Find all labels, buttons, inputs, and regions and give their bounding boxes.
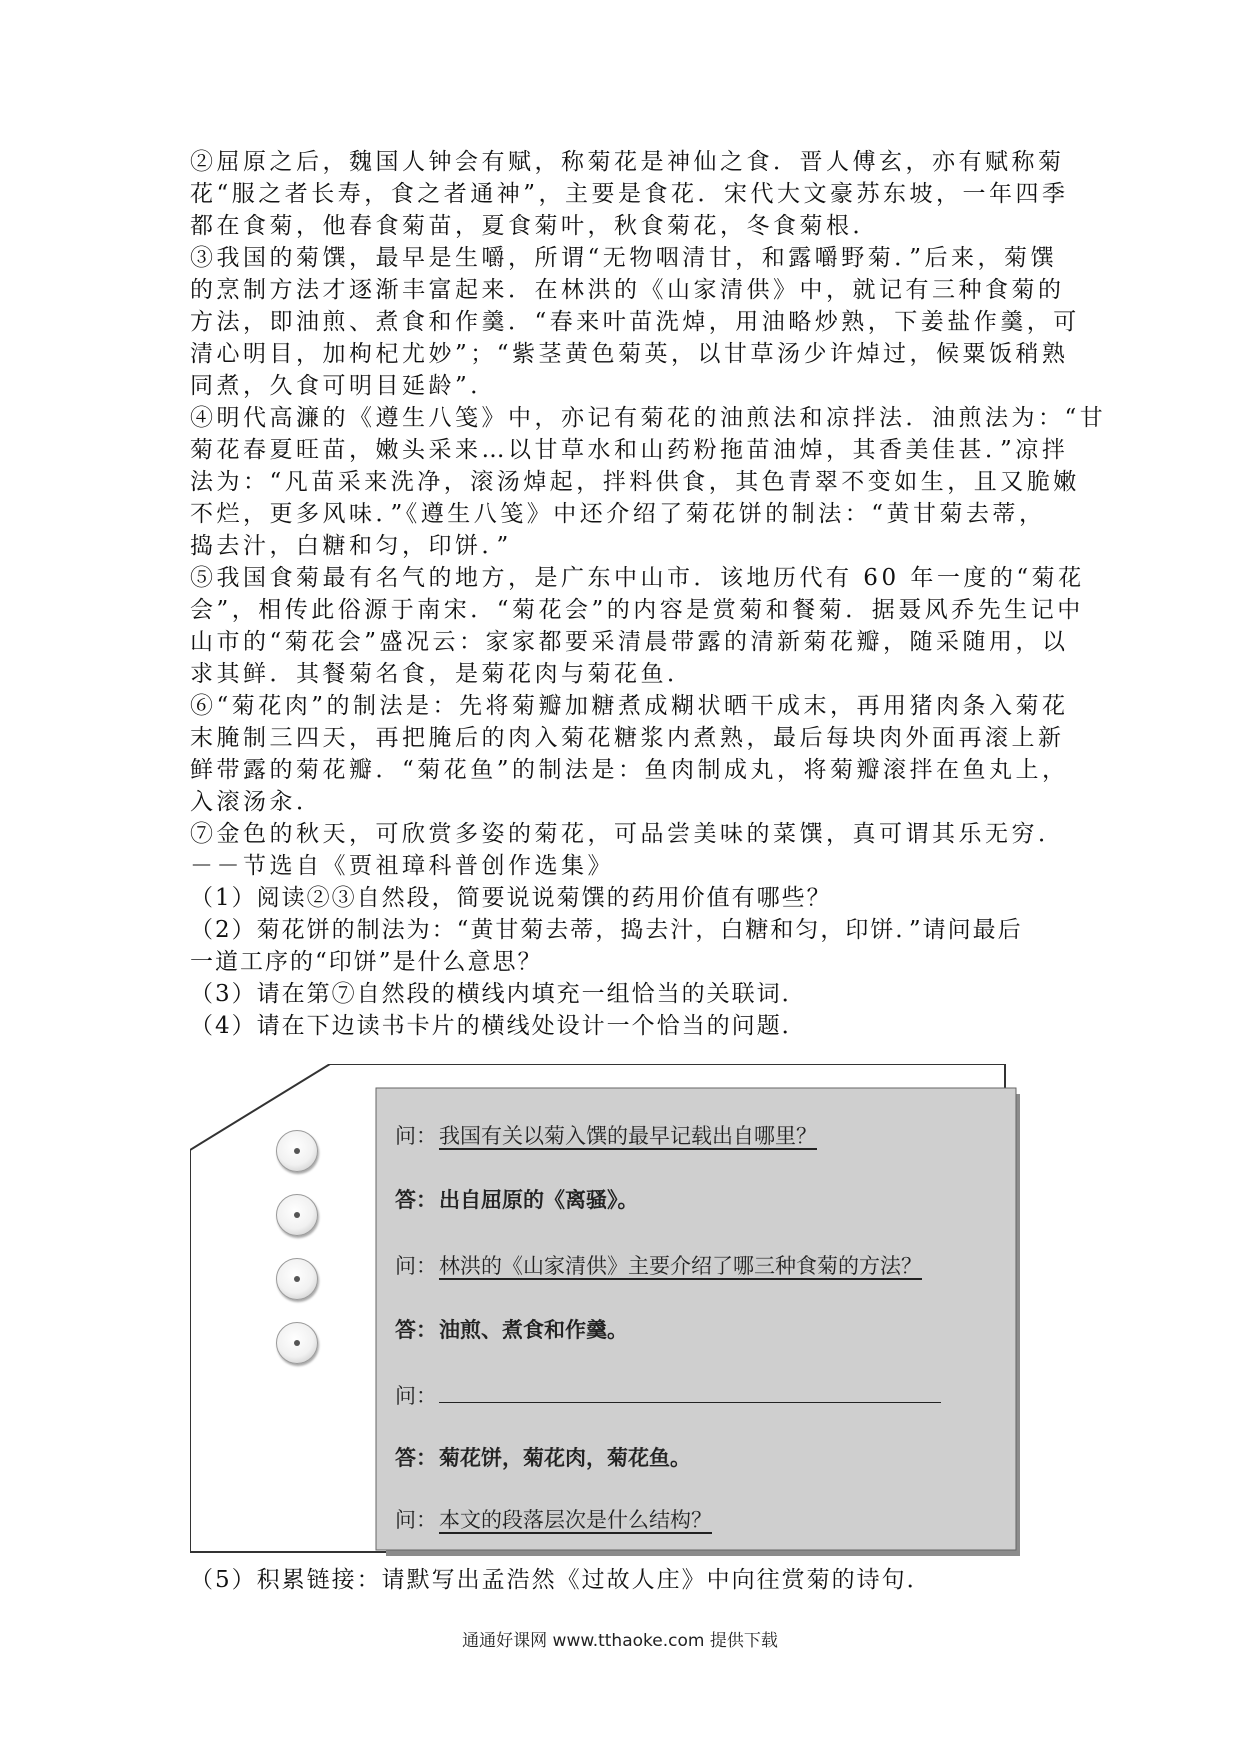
question-text: 我国有关以菊入馔的最早记载出自哪里？ bbox=[439, 1124, 817, 1148]
source-citation: －－节选自《贾祖璋科普创作选集》 bbox=[190, 853, 614, 879]
question-text: 林洪的《山家清供》主要介绍了哪三种食菊的方法？ bbox=[439, 1254, 922, 1278]
ring-hole-icon bbox=[276, 1322, 318, 1364]
card-question-4 bbox=[395, 1504, 712, 1534]
answer-label: 答： bbox=[395, 1318, 437, 1342]
article-text bbox=[190, 146, 1107, 1042]
question-1: （1）阅读②③自然段，简要说说菊馔的药用价值有哪些？ bbox=[190, 885, 832, 911]
reading-card bbox=[190, 1064, 1020, 1558]
ring-hole-icon bbox=[276, 1194, 318, 1236]
paragraph-line: ⑤我国食菊最有名气的地方，是广东中山市．该地历代有 60 年一度的“菊花 bbox=[190, 565, 1085, 591]
paragraph-line: 不烂，更多风味．”《遵生八笺》中还介绍了菊花饼的制法：“黄甘菊去蒂， bbox=[190, 501, 1046, 527]
paragraph-line: 的烹制方法才逐渐丰富起来．在林洪的《山家清供》中，就记有三种食菊的 bbox=[190, 277, 1065, 303]
answer-label: 答： bbox=[395, 1188, 437, 1212]
paragraph-line: 同煮，久食可明目延龄”． bbox=[190, 373, 497, 399]
card-question-3 bbox=[395, 1380, 941, 1410]
question-4: （4）请在下边读书卡片的横线处设计一个恰当的问题． bbox=[190, 1013, 807, 1039]
paragraph-line: 都在食菊，他春食菊苗，夏食菊叶，秋食菊花，冬食菊根． bbox=[190, 213, 879, 239]
ring-hole-icon bbox=[276, 1130, 318, 1172]
card-answer-1 bbox=[395, 1184, 639, 1214]
paragraph-line: ③我国的菊馔，最早是生嚼，所谓“无物咽清甘，和露嚼野菊．”后来，菊馔 bbox=[190, 245, 1058, 271]
question-label: 问： bbox=[395, 1254, 437, 1278]
answer-text: 油煎、煮食和作羹。 bbox=[439, 1318, 628, 1342]
question-label: 问： bbox=[395, 1384, 437, 1408]
question-label: 问： bbox=[395, 1124, 437, 1148]
ring-hole-icon bbox=[276, 1258, 318, 1300]
answer-label: 答： bbox=[395, 1446, 437, 1470]
paragraph-line: ⑥“菊花肉”的制法是：先将菊瓣加糖煮成糊状晒干成末，再用猪肉条入菊花 bbox=[190, 693, 1069, 719]
question-label: 问： bbox=[395, 1508, 437, 1532]
paragraph-line: 捣去汁，白糖和匀，印饼．” bbox=[190, 533, 512, 559]
question-5: （5）积累链接：请默写出孟浩然《过故人庄》中向往赏菊的诗句． bbox=[190, 1567, 932, 1593]
answer-blank[interactable] bbox=[439, 1380, 941, 1403]
card-question-2 bbox=[395, 1250, 922, 1280]
paragraph-line: ⑦金色的秋天，可欣赏多姿的菊花，可品尝美味的菜馔，真可谓其乐无穷． bbox=[190, 821, 1065, 847]
question-2: （2）菊花饼的制法为：“黄甘菊去蒂，捣去汁，白糖和匀，印饼．”请问最后 bbox=[190, 917, 1023, 943]
paragraph-line: ②屈原之后，魏国人钟会有赋，称菊花是神仙之食．晋人傅玄，亦有赋称菊 bbox=[190, 149, 1065, 175]
card-answer-3 bbox=[395, 1442, 691, 1472]
paragraph-line: 鲜带露的菊花瓣．“菊花鱼”的制法是：鱼肉制成丸，将菊瓣滚拌在鱼丸上， bbox=[190, 757, 1069, 783]
paragraph-line: 会”，相传此俗源于南宋．“菊花会”的内容是赏菊和餐菊．据聂风乔先生记中 bbox=[190, 597, 1084, 623]
answer-text: 出自屈原的《离骚》。 bbox=[439, 1188, 639, 1212]
paragraph-line: 山市的“菊花会”盛况云：家家都要采清晨带露的清新菊花瓣，随采随用，以 bbox=[190, 629, 1069, 655]
question-text: 本文的段落层次是什么结构？ bbox=[439, 1508, 712, 1532]
paragraph-line: 末腌制三四天，再把腌后的肉入菊花糖浆内煮熟，最后每块肉外面再滚上新 bbox=[190, 725, 1065, 751]
paragraph-line: 法为：“凡苗采来洗净，滚汤焯起，拌料供食，其色青翠不变如生，且又脆嫩 bbox=[190, 469, 1080, 495]
page-footer: 通通好课网 www.tthaoke.com 提供下载 bbox=[462, 1631, 778, 1651]
paragraph-line: 入滚汤汆． bbox=[190, 789, 323, 815]
paragraph-line: 清心明目，加枸杞尤妙”；“紫茎黄色菊英，以甘草汤少许焯过，候粟饭稍熟 bbox=[190, 341, 1069, 367]
card-question-1 bbox=[395, 1120, 817, 1150]
question-3: （3）请在第⑦自然段的横线内填充一组恰当的关联词． bbox=[190, 981, 807, 1007]
answer-text: 菊花饼，菊花肉，菊花鱼。 bbox=[439, 1446, 691, 1470]
paragraph-line: ④明代高濂的《遵生八笺》中，亦记有菊花的油煎法和凉拌法．油煎法为：“甘 bbox=[190, 405, 1107, 431]
paragraph-line: 菊花春夏旺苗，嫩头采来…以甘草水和山药粉拖苗油焯，其香美佳甚．”凉拌 bbox=[190, 437, 1069, 463]
question-2-cont: 一道工序的“印饼”是什么意思？ bbox=[190, 949, 543, 975]
paragraph-line: 花“服之者长寿，食之者通神”，主要是食花．宋代大文豪苏东坡，一年四季 bbox=[190, 181, 1069, 207]
card-answer-2 bbox=[395, 1314, 628, 1344]
paragraph-line: 求其鲜．其餐菊名食，是菊花肉与菊花鱼． bbox=[190, 661, 694, 687]
paragraph-line: 方法，即油煎、煮食和作羹．“春来叶苗洗焯，用油略炒熟，下姜盐作羹，可 bbox=[190, 309, 1080, 335]
